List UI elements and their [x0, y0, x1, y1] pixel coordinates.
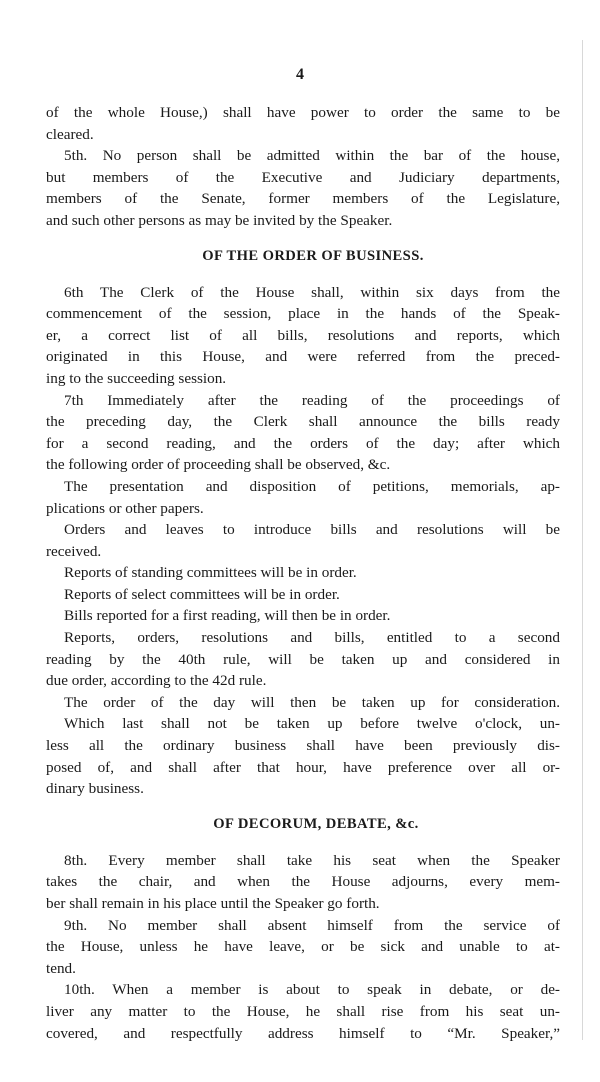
text-line: but members of the Executive and Judiciary departments,: [46, 168, 560, 186]
text-line: 8th. Every member shall take his seat when the Speaker: [64, 851, 560, 869]
text-line: 6th The Clerk of the House shall, within six days from the: [64, 283, 560, 301]
text-line: 7th Immediately after the reading of the proceedings of: [64, 391, 560, 409]
text-line: for a second reading, and the orders of the day; after which: [46, 434, 560, 452]
body-text: [46, 102, 560, 1044]
text-line: 9th. No member shall absent himself from the service of: [64, 916, 560, 934]
text-line: originated in this House, and were referred from the preced-: [46, 348, 560, 366]
text-line: the preceding day, the Clerk shall announce the bills ready: [46, 413, 560, 431]
text-line: cleared.: [46, 125, 94, 143]
text-line: Orders and leaves to introduce bills and resolutions will be: [64, 521, 560, 539]
text-line: posed of, and shall after that hour, have preference over all or-: [46, 758, 560, 776]
text-line: the House, unless he have leave, or be sick and unable to at-: [46, 938, 560, 956]
text-line: dinary business.: [46, 780, 144, 798]
text-line: 5th. No person shall be admitted within the bar of the house,: [64, 147, 560, 165]
text-line: The presentation and disposition of petitions, memorials, ap-: [64, 477, 560, 495]
text-line: received.: [46, 542, 102, 560]
text-line: Reports of standing committees will be in order.: [64, 564, 357, 582]
text-line: and such other persons as may be invited by the Speaker.: [46, 211, 393, 229]
text-line: reading by the 40th rule, will be taken up and considered in: [46, 650, 560, 668]
text-line: liver any matter to the House, he shall rise from his seat un-: [46, 1002, 560, 1020]
text-line: plications or other papers.: [46, 499, 204, 517]
section-heading-order-of-business: OF THE ORDER OF BUSINESS.: [202, 247, 424, 264]
text-line: commencement of the session, place in the hands of the Speak-: [46, 305, 560, 323]
section-heading-decorum-debate: OF DECORUM, DEBATE, &c.: [213, 815, 419, 832]
text-line: members of the Senate, former members of the Legislature,: [46, 190, 560, 208]
text-line: ing to the succeeding session.: [46, 369, 227, 387]
page-number: 4: [296, 66, 304, 83]
text-line: ber shall remain in his place until the Speaker go forth.: [46, 895, 380, 912]
text-line: Which last shall not be taken up before twelve o'clock, un-: [64, 715, 560, 733]
text-line: tend.: [46, 959, 76, 977]
text-line: Reports of select committees will be in order.: [64, 585, 340, 603]
text-line: less all the ordinary business shall have been previously dis-: [46, 737, 560, 755]
text-line: the following order of proceeding shall be observed, &c.: [46, 456, 391, 474]
page-edge-rule: [582, 40, 583, 1040]
text-line: The order of the day will then be taken up for consideration.: [64, 693, 560, 711]
text-line: Reports, orders, resolutions and bills, entitled to a second: [64, 629, 560, 647]
text-line: Bills reported for a first reading, will then be in order.: [64, 607, 391, 625]
text-line: due order, according to the 42d rule.: [46, 672, 267, 690]
text-line: of the whole House,) shall have power to order the same to be: [46, 104, 560, 121]
text-line: covered, and respectfully address himself to “Mr. Speaker,”: [46, 1024, 560, 1042]
text-line: 10th. When a member is about to speak in debate, or de-: [64, 981, 560, 999]
text-line: takes the chair, and when the House adjourns, every mem-: [46, 873, 560, 891]
text-line: er, a correct list of all bills, resolutions and reports, which: [46, 326, 560, 344]
